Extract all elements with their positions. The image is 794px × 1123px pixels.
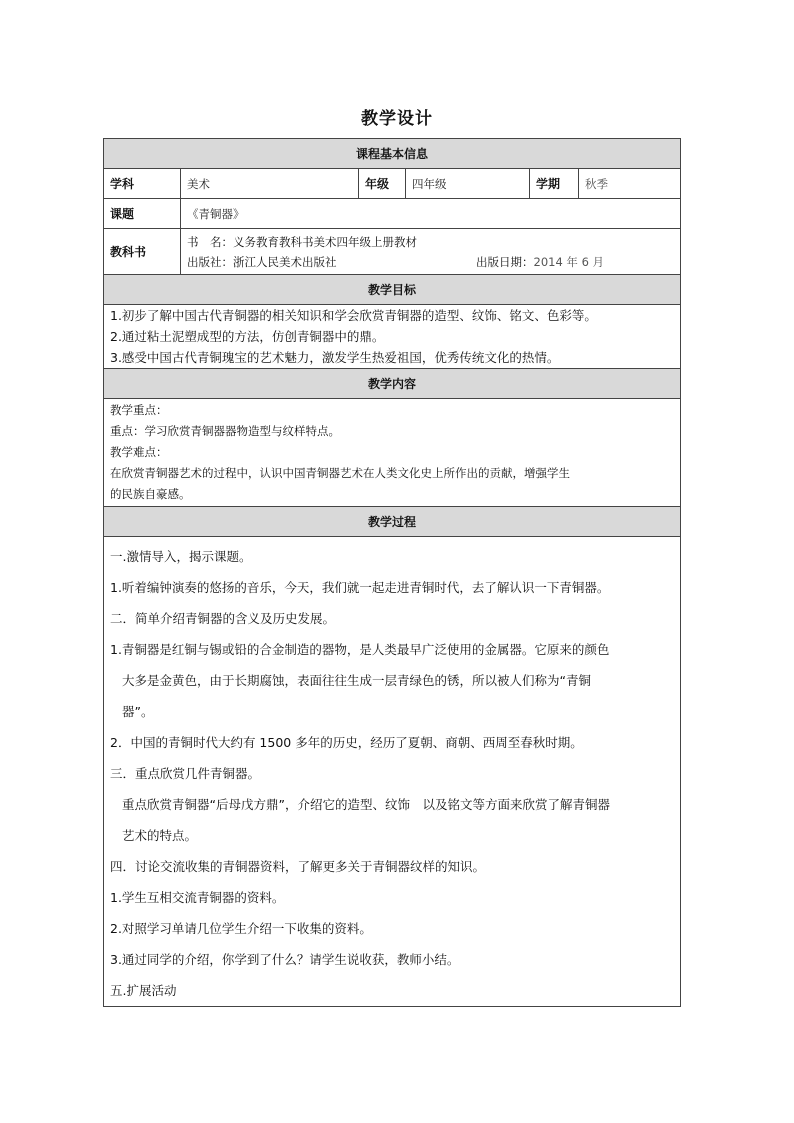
pub-date-group: [476, 252, 604, 272]
process-paragraph: 五.扩展活动: [110, 983, 177, 998]
textbook-info: [181, 229, 681, 275]
goal-item: 1.初步了解中国古代青铜器的相关知识和学会欣赏青铜器的造型、纹饰、铭文、色彩等。: [110, 308, 597, 323]
process-paragraph: 2.对照学习单请几位学生介绍一下收集的资料。: [110, 921, 372, 936]
lesson-plan-table: [103, 138, 681, 1007]
basic-info-header: 课程基本信息: [104, 139, 681, 169]
process-paragraph: 2．中国的青铜时代大约有 1500 多年的历史，经历了夏朝、商朝、西周至春秋时期。: [110, 735, 583, 750]
goals-header: 教学目标: [104, 275, 681, 305]
process-paragraph: 重点欣赏青铜器“后母戊方鼎”，介绍它的造型、纹饰 以及铭文等方面来欣赏了解青铜器: [122, 797, 610, 812]
subject-label: 学科: [104, 169, 181, 199]
content-line: 教学难点：: [110, 445, 168, 459]
grade-label: 年级: [359, 169, 406, 199]
document-title: 教学设计: [361, 109, 433, 129]
process-paragraph: 3.通过同学的介绍，你学到了什么？请学生说收获，教师小结。: [110, 952, 460, 967]
process-paragraph: 二．简单介绍青铜器的含义及历史发展。: [110, 611, 336, 626]
topic-value: 《青铜器》: [181, 199, 681, 229]
goal-item: 3.感受中国古代青铜瑰宝的艺术魅力，激发学生热爱祖国，优秀传统文化的热情。: [110, 350, 560, 365]
pub-date-label: 出版日期：: [476, 254, 534, 269]
content-header: 教学内容: [104, 369, 681, 399]
process-body: [104, 537, 681, 1007]
topic-label: 课题: [104, 199, 181, 229]
publisher-row: [187, 252, 674, 272]
process-paragraph: 1.学生互相交流青铜器的资料。: [110, 890, 285, 905]
goal-item: 2.通过粘土泥塑成型的方法，仿创青铜器中的鼎。: [110, 329, 385, 344]
content-line: 在欣赏青铜器艺术的过程中，认识中国青铜器艺术在人类文化史上所作出的贡献，增强学生: [110, 466, 570, 480]
term-value: 秋季: [579, 169, 681, 199]
publisher-label: 出版社：: [187, 254, 233, 269]
content-line: 教学重点：: [110, 403, 168, 417]
grade-value: 四年级: [406, 169, 530, 199]
process-paragraph: 三．重点欣赏几件青铜器。: [110, 766, 261, 781]
process-paragraph: 大多是金黄色，由于长期腐蚀，表面往往生成一层青绿色的锈，所以被人们称为“青铜: [122, 673, 591, 688]
content-line: 的民族自豪感。: [110, 487, 191, 501]
term-label: 学期: [530, 169, 579, 199]
process-paragraph: 艺术的特点。: [122, 828, 198, 843]
process-paragraph: 器”。: [122, 704, 154, 719]
process-paragraph: 四．讨论交流收集的青铜器资料，了解更多关于青铜器纹样的知识。: [110, 859, 486, 874]
process-paragraph: 一.激情导入，揭示课题。: [110, 549, 252, 564]
goals-body: [104, 305, 681, 369]
book-name-label: 书 名：: [187, 234, 233, 249]
book-name-value: 义务教育教科书美术四年级上册教材: [233, 234, 417, 249]
process-paragraph: 1.听着编钟演奏的悠扬的音乐，今天，我们就一起走进青铜时代，去了解认识一下青铜器。: [110, 580, 610, 595]
publisher-value: 浙江人民美术出版社: [233, 254, 337, 269]
book-name-row: [187, 232, 674, 252]
process-paragraph: 1.青铜器是红铜与锡或铅的合金制造的器物，是人类最早广泛使用的金属器。它原来的颜色: [110, 642, 610, 657]
subject-value: 美术: [181, 169, 359, 199]
process-header: 教学过程: [104, 507, 681, 537]
textbook-label: 教科书: [104, 229, 181, 275]
content-line: 重点：学习欣赏青铜器器物造型与纹样特点。: [110, 424, 340, 438]
pub-date-value: 2014 年 6 月: [533, 254, 605, 269]
content-body: [104, 399, 681, 507]
